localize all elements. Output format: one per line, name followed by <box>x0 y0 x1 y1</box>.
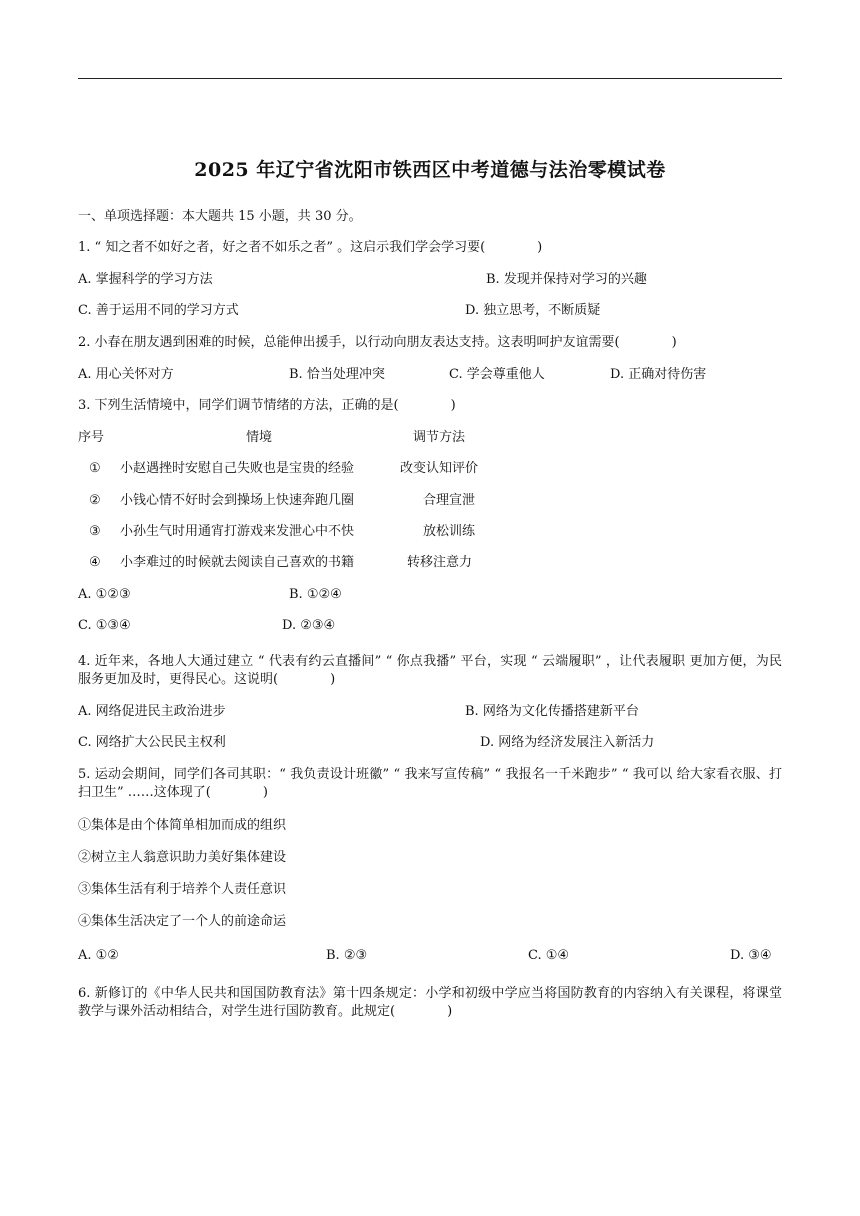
question-3-option-c[interactable]: C. ①③④ <box>78 618 131 633</box>
question-2-option-d[interactable]: D. 正确对待伤害 <box>610 367 707 382</box>
table-row-scene: 小赵遇挫时安慰自己失败也是宝贵的经验 <box>120 461 355 476</box>
table-header-method: 调节方法 <box>413 430 466 445</box>
page-title: 2025 年辽宁省沈阳市铁西区中考道德与法治零模试卷 <box>194 159 666 181</box>
table-row-scene: 小李难过的时候就去阅读自己喜欢的书籍 <box>120 555 355 570</box>
table-header-scene: 情境 <box>246 430 273 445</box>
question-1-option-d[interactable]: D. 独立思考，不断质疑 <box>465 303 601 318</box>
question-5-option-b[interactable]: B. ②③ <box>326 948 368 963</box>
table-row-number: ② <box>89 493 101 508</box>
table-row-method: 改变认知评价 <box>400 461 479 476</box>
question-2-stem: 2. 小春在朋友遇到困难的时候，总能伸出援手，以行动向朋友表达支持。这表明呵护友谊需要( ) <box>78 335 677 350</box>
question-6-stem: 6. 新修订的《中华人民共和国国防教育法》第十四条规定：小学和初级中学应当将国防教育的内容纳入有关课程，将课堂教学与课外活动相结合，对学生进行国防教育。此规定( ) <box>78 986 782 1019</box>
table-row-number: ③ <box>89 524 101 539</box>
question-3-option-a[interactable]: A. ①②③ <box>78 587 131 602</box>
question-4-stem: 4. 近年来，各地人大通过建立 “ 代表有约云直播间” “ 你点我播” 平台，实现 “ 云端履职” ，让代表履职 更加方便，为民服务更加及时，更得民心。这说明( ) <box>78 654 782 687</box>
question-5-option-d[interactable]: D. ③④ <box>730 948 772 963</box>
question-2-option-b[interactable]: B. 恰当处理冲突 <box>289 367 385 382</box>
question-1-stem: 1. “ 知之者不如好之者，好之者不如乐之者” 。这启示我们学会学习要( ) <box>78 240 543 255</box>
question-5-option-c[interactable]: C. ①④ <box>528 948 570 963</box>
table-row-method: 转移注意力 <box>407 555 473 570</box>
question-5-option-a[interactable]: A. ①② <box>78 948 119 963</box>
table-row-scene: 小钱心情不好时会到操场上快速奔跑几圈 <box>120 493 355 508</box>
question-4-option-d[interactable]: D. 网络为经济发展注入新活力 <box>480 735 655 750</box>
question-2-option-c[interactable]: C. 学会尊重他人 <box>449 367 545 382</box>
table-row-number: ④ <box>89 555 101 570</box>
question-1-option-b[interactable]: B. 发现并保持对学习的兴趣 <box>486 272 647 287</box>
question-4-option-b[interactable]: B. 网络为文化传播搭建新平台 <box>465 704 639 719</box>
table-row-number: ① <box>89 461 101 476</box>
question-3-option-d[interactable]: D. ②③④ <box>282 618 336 633</box>
question-5-stem: 5. 运动会期间，同学们各司其职：“ 我负责设计班徽” “ 我来写宣传稿” “ 我报名一千米跑步” “ 我可以 给大家看衣服、打扫卫生” ……这体现了( ) <box>78 767 782 800</box>
question-5-statement: ①集体是由个体简单相加而成的组织 <box>78 818 287 833</box>
question-3-stem: 3. 下列生活情境中，同学们调节情绪的方法，正确的是( ) <box>78 398 456 413</box>
table-row-method: 放松训练 <box>423 524 476 539</box>
question-5-statement: ②树立主人翁意识助力美好集体建设 <box>78 850 287 865</box>
question-4-option-a[interactable]: A. 网络促进民主政治进步 <box>78 704 226 719</box>
question-1-option-c[interactable]: C. 善于运用不同的学习方式 <box>78 303 239 318</box>
table-row-method: 合理宣泄 <box>423 493 476 508</box>
section-heading: 一、单项选择题：本大题共 15 小题，共 30 分。 <box>78 209 362 224</box>
question-1-option-a[interactable]: A. 掌握科学的学习方法 <box>78 272 213 287</box>
question-5-statement: ③集体生活有利于培养个人责任意识 <box>78 882 287 897</box>
question-2-option-a[interactable]: A. 用心关怀对方 <box>78 367 174 382</box>
question-4-option-c[interactable]: C. 网络扩大公民民主权利 <box>78 735 226 750</box>
question-5-statement: ④集体生活决定了一个人的前途命运 <box>78 914 287 929</box>
question-3-option-b[interactable]: B. ①②④ <box>289 587 342 602</box>
table-header-number: 序号 <box>78 430 105 445</box>
header-rule <box>78 78 782 79</box>
table-row-scene: 小孙生气时用通宵打游戏来发泄心中不快 <box>120 524 355 539</box>
